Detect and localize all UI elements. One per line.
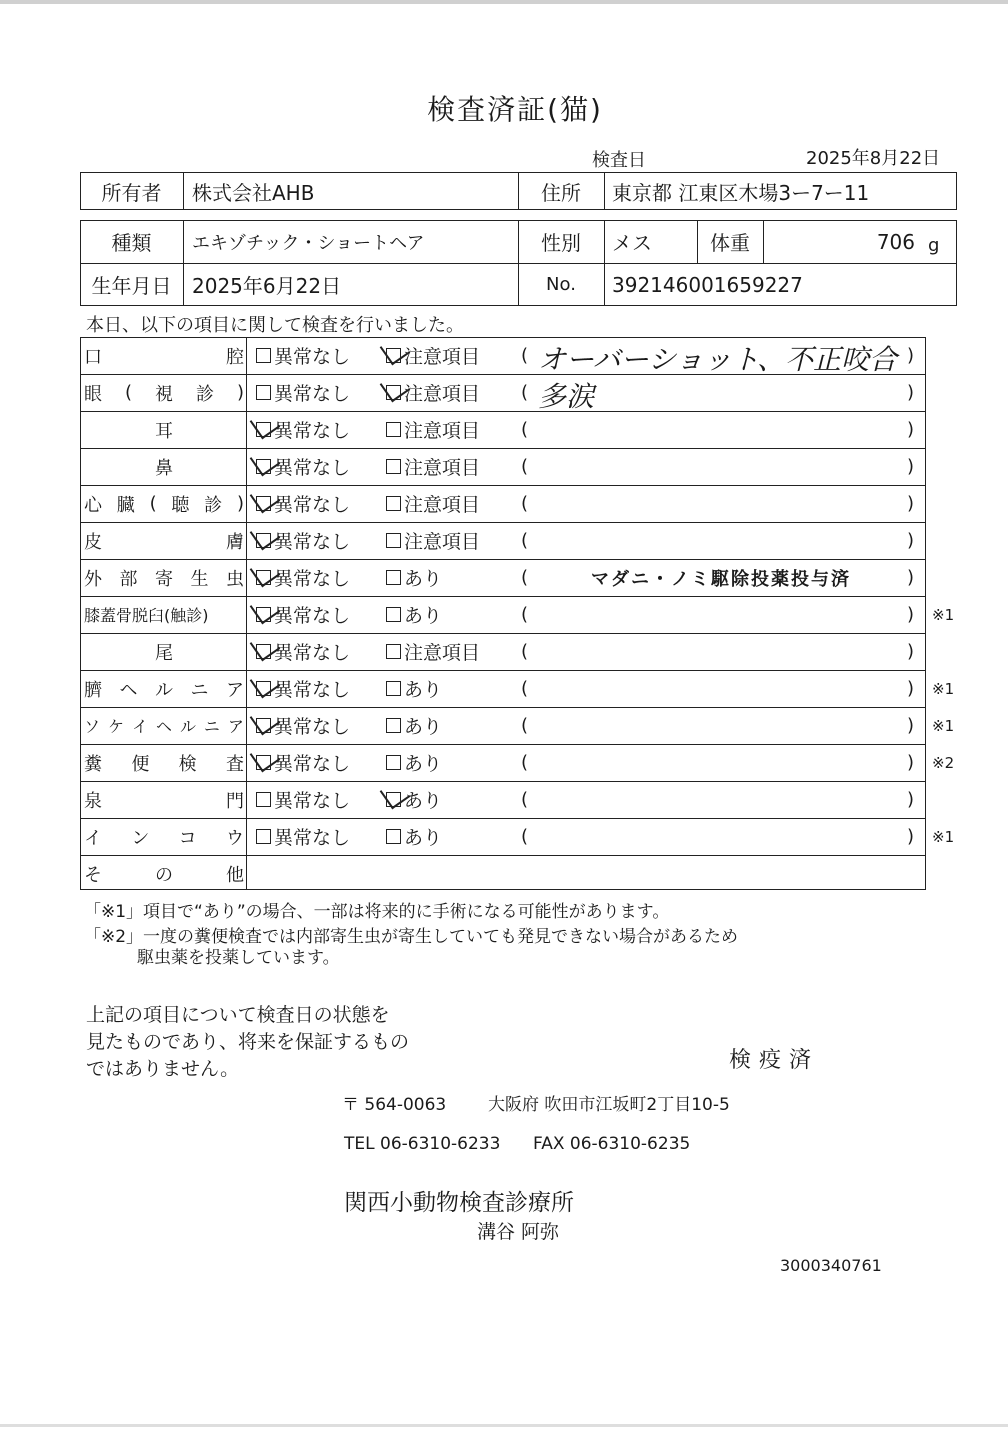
weight-label: 体重	[710, 231, 750, 255]
checkbox-icon[interactable]	[256, 348, 271, 363]
table-row	[80, 374, 926, 411]
option-label: 異常なし	[274, 346, 351, 368]
table-row	[80, 781, 926, 818]
checkbox-checked-icon[interactable]	[256, 644, 271, 659]
checkbox-checked-icon[interactable]	[386, 348, 401, 363]
checkbox-checked-icon[interactable]	[256, 681, 271, 696]
footnote-reference: ※2	[932, 754, 955, 772]
row-item-label: イ ン コ ウ	[84, 827, 244, 849]
footnote-2-continued: 駆虫薬を投薬しています。	[137, 948, 340, 968]
option-label: 異常なし	[274, 679, 351, 701]
table-row	[80, 707, 955, 744]
checkbox-checked-icon[interactable]	[256, 422, 271, 437]
address-value: 東京都 江東区木場3ー7ー11	[612, 180, 870, 205]
present-option[interactable]	[386, 707, 442, 744]
footnote-reference: ※1	[932, 680, 955, 698]
checkbox-checked-icon[interactable]	[256, 755, 271, 770]
normal-option[interactable]	[256, 337, 350, 374]
option-label: 異常なし	[274, 457, 351, 479]
present-option[interactable]	[386, 818, 442, 855]
address-label: 住所	[541, 180, 581, 205]
caution-option[interactable]	[386, 522, 480, 559]
row-item-label: 口 腔	[84, 346, 244, 368]
option-label: あり	[404, 790, 443, 812]
owner-label: 所有者	[101, 180, 162, 205]
normal-option[interactable]	[256, 596, 350, 633]
owner-value: 株式会社AHB	[192, 180, 315, 205]
checkbox-icon[interactable]	[386, 718, 401, 733]
paren-close: )	[907, 752, 915, 773]
normal-option[interactable]	[256, 633, 350, 670]
option-label: 異常なし	[274, 642, 351, 664]
row-item-label: 尾	[155, 642, 173, 664]
table-row	[80, 559, 926, 596]
option-label: 異常なし	[274, 420, 351, 442]
paren-open: (	[521, 715, 529, 736]
clinic-address: 大阪府 吹田市江坂町2丁目10-5	[488, 1095, 730, 1115]
paren-open: (	[521, 493, 529, 514]
breed-value: エキゾチック・ショートヘア	[192, 232, 425, 254]
normal-option[interactable]	[256, 670, 350, 707]
paren-close: )	[907, 419, 915, 440]
caution-option[interactable]	[386, 374, 480, 411]
option-label: 注意項目	[404, 494, 481, 516]
normal-option[interactable]	[256, 744, 350, 781]
disclaimer-line-1: 上記の項目について検査日の状態を	[86, 1004, 390, 1026]
paren-open: (	[521, 752, 529, 773]
no-value: 392146001659227	[612, 272, 803, 297]
checkbox-icon[interactable]	[386, 829, 401, 844]
paren-close: )	[907, 530, 915, 551]
table-row-other	[80, 855, 926, 892]
table-row	[80, 670, 955, 707]
table-row	[80, 337, 926, 374]
normal-option[interactable]	[256, 818, 350, 855]
normal-option[interactable]	[256, 374, 350, 411]
paren-open: (	[521, 826, 529, 847]
option-label: 異常なし	[274, 383, 351, 405]
scan-top-edge	[0, 0, 1008, 4]
option-label: 注意項目	[404, 420, 481, 442]
no-label: No.	[546, 274, 576, 295]
row-item-label: 泉 門	[84, 790, 244, 812]
table-row	[80, 596, 955, 633]
option-label: 注意項目	[404, 457, 481, 479]
present-option[interactable]	[386, 596, 442, 633]
weight-value: 706	[876, 229, 915, 254]
clinic-name: 関西小動物検査診療所	[344, 1190, 574, 1216]
table-row	[80, 818, 955, 855]
paren-close: )	[907, 641, 915, 662]
checkbox-checked-icon[interactable]	[256, 607, 271, 622]
disclaimer-line-2: 見たものであり、将来を保証するもの	[86, 1031, 410, 1053]
normal-option[interactable]	[256, 707, 350, 744]
option-label: あり	[404, 568, 443, 590]
row-item-label: 臍 ヘ ル ニ ア	[84, 679, 244, 701]
option-label: 異常なし	[274, 531, 351, 553]
option-label: あり	[404, 827, 443, 849]
paren-open: (	[521, 789, 529, 810]
paren-open: (	[521, 641, 529, 662]
row-item-label: そ の 他	[84, 864, 244, 886]
table-row	[80, 744, 955, 781]
paren-close: )	[907, 789, 915, 810]
row-item-label: 心 臓 ( 聴 診 )	[84, 493, 244, 516]
checkbox-icon[interactable]	[386, 459, 401, 474]
checkbox-icon[interactable]	[386, 681, 401, 696]
footnote-reference: ※1	[932, 606, 955, 624]
checkbox-icon[interactable]	[386, 533, 401, 548]
caution-option[interactable]	[386, 337, 480, 374]
option-label: あり	[404, 753, 443, 775]
present-option[interactable]	[386, 559, 442, 596]
table-row	[80, 411, 926, 448]
sex-label: 性別	[541, 231, 581, 255]
checkbox-icon[interactable]	[386, 607, 401, 622]
checkbox-icon[interactable]	[256, 829, 271, 844]
sex-value: メス	[612, 231, 652, 255]
normal-option[interactable]	[256, 448, 350, 485]
option-label: あり	[404, 679, 443, 701]
paren-close: )	[907, 678, 915, 699]
normal-option[interactable]	[256, 559, 350, 596]
row-item-label: 外 部 寄 生 虫	[84, 568, 244, 590]
checkbox-checked-icon[interactable]	[256, 496, 271, 511]
normal-option[interactable]	[256, 522, 350, 559]
paren-close: )	[907, 715, 915, 736]
option-label: 注意項目	[404, 383, 481, 405]
paren-open: (	[521, 456, 529, 477]
paren-open: (	[521, 345, 529, 366]
paren-open: (	[521, 604, 529, 625]
row-item-label: ソ ケ イ ヘ ル ニ ア	[84, 717, 244, 736]
paren-close: )	[907, 493, 915, 514]
clinic-postal: 〒 564-0063	[342, 1095, 447, 1115]
document-title: 検査済証(猫)	[427, 93, 603, 126]
row-item-label: 耳	[155, 420, 173, 442]
clinic-doctor: 溝谷 阿弥	[477, 1221, 560, 1243]
caution-option[interactable]	[386, 633, 480, 670]
option-label: 異常なし	[274, 753, 351, 775]
paren-close: )	[907, 456, 915, 477]
option-label: 注意項目	[404, 642, 481, 664]
checkbox-checked-icon[interactable]	[256, 459, 271, 474]
present-option[interactable]	[386, 744, 442, 781]
option-label: 異常なし	[274, 568, 351, 590]
footnote-reference: ※1	[932, 828, 955, 846]
row-item-label: 糞 便 検 査	[84, 753, 244, 775]
breed-label: 種類	[111, 231, 152, 255]
present-option[interactable]	[386, 781, 442, 818]
paren-open: (	[521, 382, 529, 403]
table-row	[80, 448, 926, 485]
option-label: あり	[404, 716, 443, 738]
option-label: 異常なし	[274, 494, 351, 516]
paren-open: (	[521, 678, 529, 699]
paren-open: (	[521, 419, 529, 440]
row-item-label: 鼻	[155, 457, 173, 479]
option-label: 異常なし	[274, 790, 351, 812]
row-item-label: 膝蓋骨脱臼(触診)	[84, 606, 209, 625]
normal-option[interactable]	[256, 781, 350, 818]
paren-close: )	[907, 567, 915, 588]
checkbox-icon[interactable]	[256, 385, 271, 400]
checkbox-checked-icon[interactable]	[386, 385, 401, 400]
caution-option[interactable]	[386, 448, 480, 485]
row-item-label: 眼 ( 視 診 )	[84, 382, 244, 405]
weight-unit: g	[928, 235, 940, 256]
option-label: 異常なし	[274, 827, 351, 849]
table-row	[80, 522, 926, 559]
clinic-tel: TEL 06-6310-6233	[344, 1134, 501, 1154]
footnote-2: 「※2」一度の糞便検査では内部寄生虫が寄生していても発見できない場合があるため	[84, 927, 739, 947]
paren-open: (	[521, 530, 529, 551]
checkbox-checked-icon[interactable]	[256, 570, 271, 585]
option-label: 異常なし	[274, 716, 351, 738]
row-note: マダニ・ノミ駆除投薬投与済	[591, 568, 851, 590]
checkbox-icon[interactable]	[256, 792, 271, 807]
serial-number: 3000340761	[780, 1256, 882, 1275]
clinic-fax: FAX 06-6310-6235	[533, 1134, 691, 1154]
option-label: 注意項目	[404, 531, 481, 553]
exam-date-value: 2025年8月22日	[806, 148, 941, 169]
footnote-1: 「※1」項目で“あり”の場合、一部は将来的に手術になる可能性があります。	[84, 902, 670, 922]
scan-bottom-edge	[0, 1424, 1008, 1427]
option-label: 異常なし	[274, 605, 351, 627]
handwritten-note: 多涙	[538, 379, 595, 413]
option-label: 注意項目	[404, 346, 481, 368]
intro-text: 本日、以下の項目に関して検査を行いました。	[86, 315, 464, 336]
paren-close: )	[907, 345, 915, 366]
footnote-reference: ※1	[932, 717, 955, 735]
caution-option[interactable]	[386, 411, 480, 448]
checkbox-icon[interactable]	[386, 422, 401, 437]
checkbox-icon[interactable]	[386, 570, 401, 585]
checkbox-checked-icon[interactable]	[256, 718, 271, 733]
checkbox-icon[interactable]	[386, 644, 401, 659]
birth-value: 2025年6月22日	[192, 274, 342, 298]
birth-label: 生年月日	[91, 274, 172, 298]
handwritten-note: オーバーショット、不正咬合	[538, 342, 897, 376]
option-label: あり	[404, 605, 443, 627]
checkbox-icon[interactable]	[386, 496, 401, 511]
checkbox-icon[interactable]	[386, 755, 401, 770]
normal-option[interactable]	[256, 411, 350, 448]
row-item-label: 皮 膚	[84, 531, 244, 553]
disclaimer-line-3: ではありません。	[86, 1058, 240, 1080]
table-row	[80, 633, 926, 670]
paren-open: (	[521, 567, 529, 588]
caution-option[interactable]	[386, 485, 480, 522]
checkbox-checked-icon[interactable]	[256, 533, 271, 548]
paren-close: )	[907, 382, 915, 403]
checkbox-checked-icon[interactable]	[386, 792, 401, 807]
present-option[interactable]	[386, 670, 442, 707]
paren-close: )	[907, 604, 915, 625]
normal-option[interactable]	[256, 485, 350, 522]
table-row	[80, 485, 926, 522]
paren-close: )	[907, 826, 915, 847]
quarantine-stamp: 検疫済	[729, 1048, 820, 1073]
exam-date-label: 検査日	[592, 150, 646, 171]
